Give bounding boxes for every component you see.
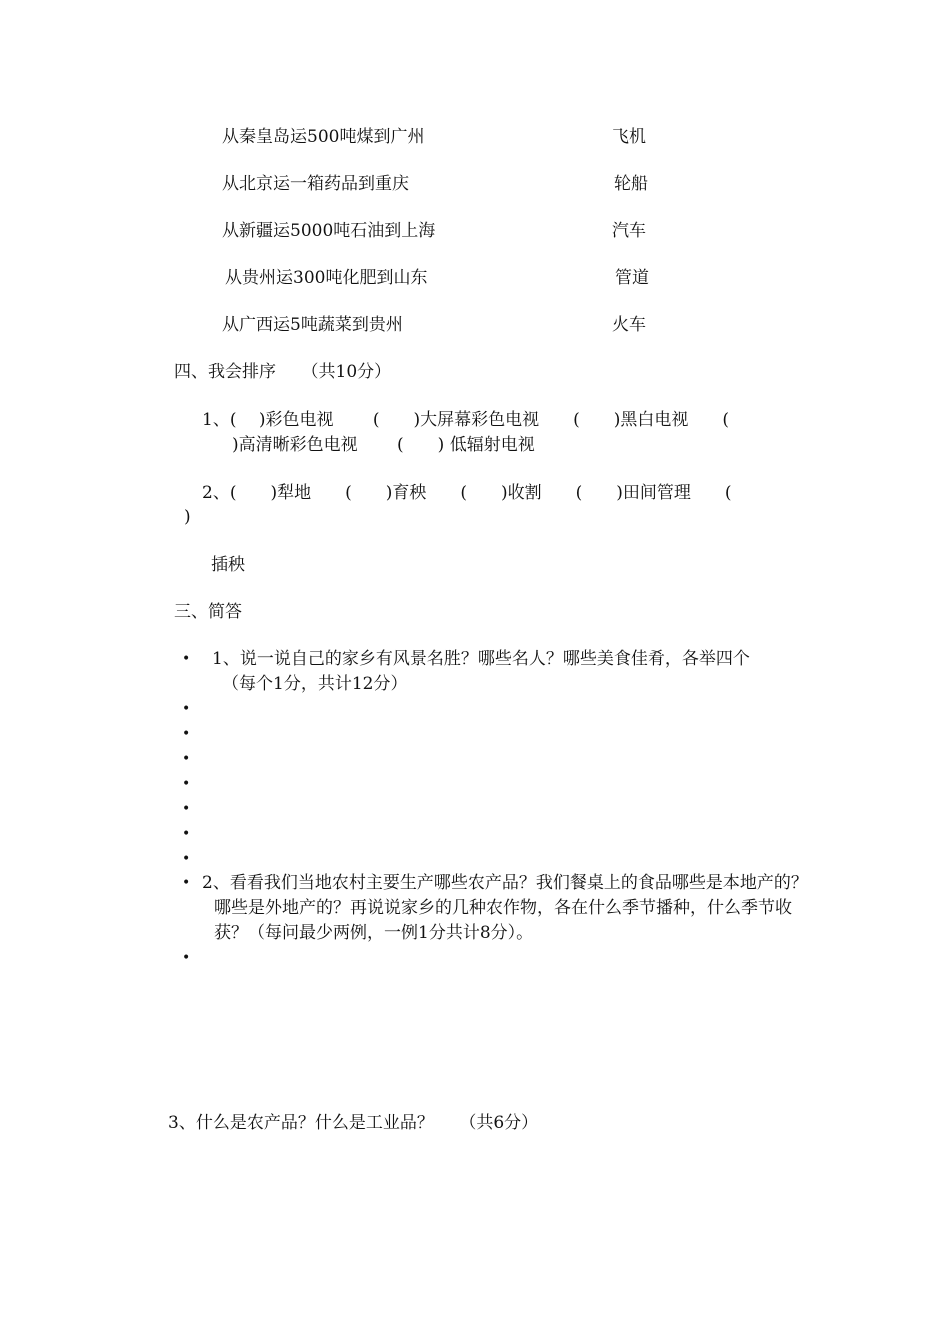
bullet-3: • <box>182 726 191 742</box>
match-right-3: 汽车 <box>612 221 646 241</box>
match-right-5: 火车 <box>612 315 646 335</box>
section3-q2-text: 2、看看我们当地农村主要生产哪些农产品？我们餐桌上的食品哪些是本地产的？哪些是外地产的？再说说家乡的几种农作物，各在什么季节播种，什么季节收获？（每问最少两例，一例1分共计8分）。 <box>202 873 808 943</box>
bullet-7: • <box>182 826 191 842</box>
match-right-4: 管道 <box>615 268 649 288</box>
section3-q2 <box>202 871 810 946</box>
section4-q1-line1: 1、( )彩色电视 ( )大屏幕彩色电视 ( )黑白电视 ( <box>202 410 730 430</box>
question-3: 3、什么是农产品？什么是工业品？ （共6分） <box>168 1113 539 1133</box>
bullet-5: • <box>182 776 191 792</box>
match-right-1: 飞机 <box>612 127 646 147</box>
match-left-4: 从贵州运300吨化肥到山东 <box>225 268 428 288</box>
bullet-6: • <box>182 801 191 817</box>
bullet-10: • <box>182 950 191 966</box>
section4-q2-line1: 2、( )犁地 ( )育秧 ( )收割 ( )田间管理 ( <box>202 483 732 503</box>
bullet-2: • <box>182 701 191 717</box>
match-right-2: 轮船 <box>614 174 648 194</box>
section4-heading: 四、我会排序 （共10分） <box>174 362 392 382</box>
match-left-1: 从秦皇岛运500吨煤到广州 <box>222 127 425 147</box>
section4-q2-line3: 插秧 <box>211 555 245 575</box>
section3-heading: 三、简答 <box>174 602 242 622</box>
section4-q1-line2: )高清晰彩色电视 ( ) 低辐射电视 <box>232 435 535 455</box>
bullet-1: • <box>182 651 191 667</box>
match-left-5: 从广西运5吨蔬菜到贵州 <box>222 315 403 335</box>
section3-q1-line1: 1、说一说自己的家乡有风景名胜？哪些名人？哪些美食佳肴，各举四个 <box>212 649 750 669</box>
bullet-9: • <box>182 875 191 891</box>
section3-q1-line2: （每个1分，共计12分） <box>222 674 408 694</box>
section4-q2-line2: ) <box>184 507 191 527</box>
match-left-2: 从北京运一箱药品到重庆 <box>222 174 409 194</box>
match-left-3: 从新疆运5000吨石油到上海 <box>222 221 436 241</box>
bullet-8: • <box>182 851 191 867</box>
bullet-4: • <box>182 751 191 767</box>
